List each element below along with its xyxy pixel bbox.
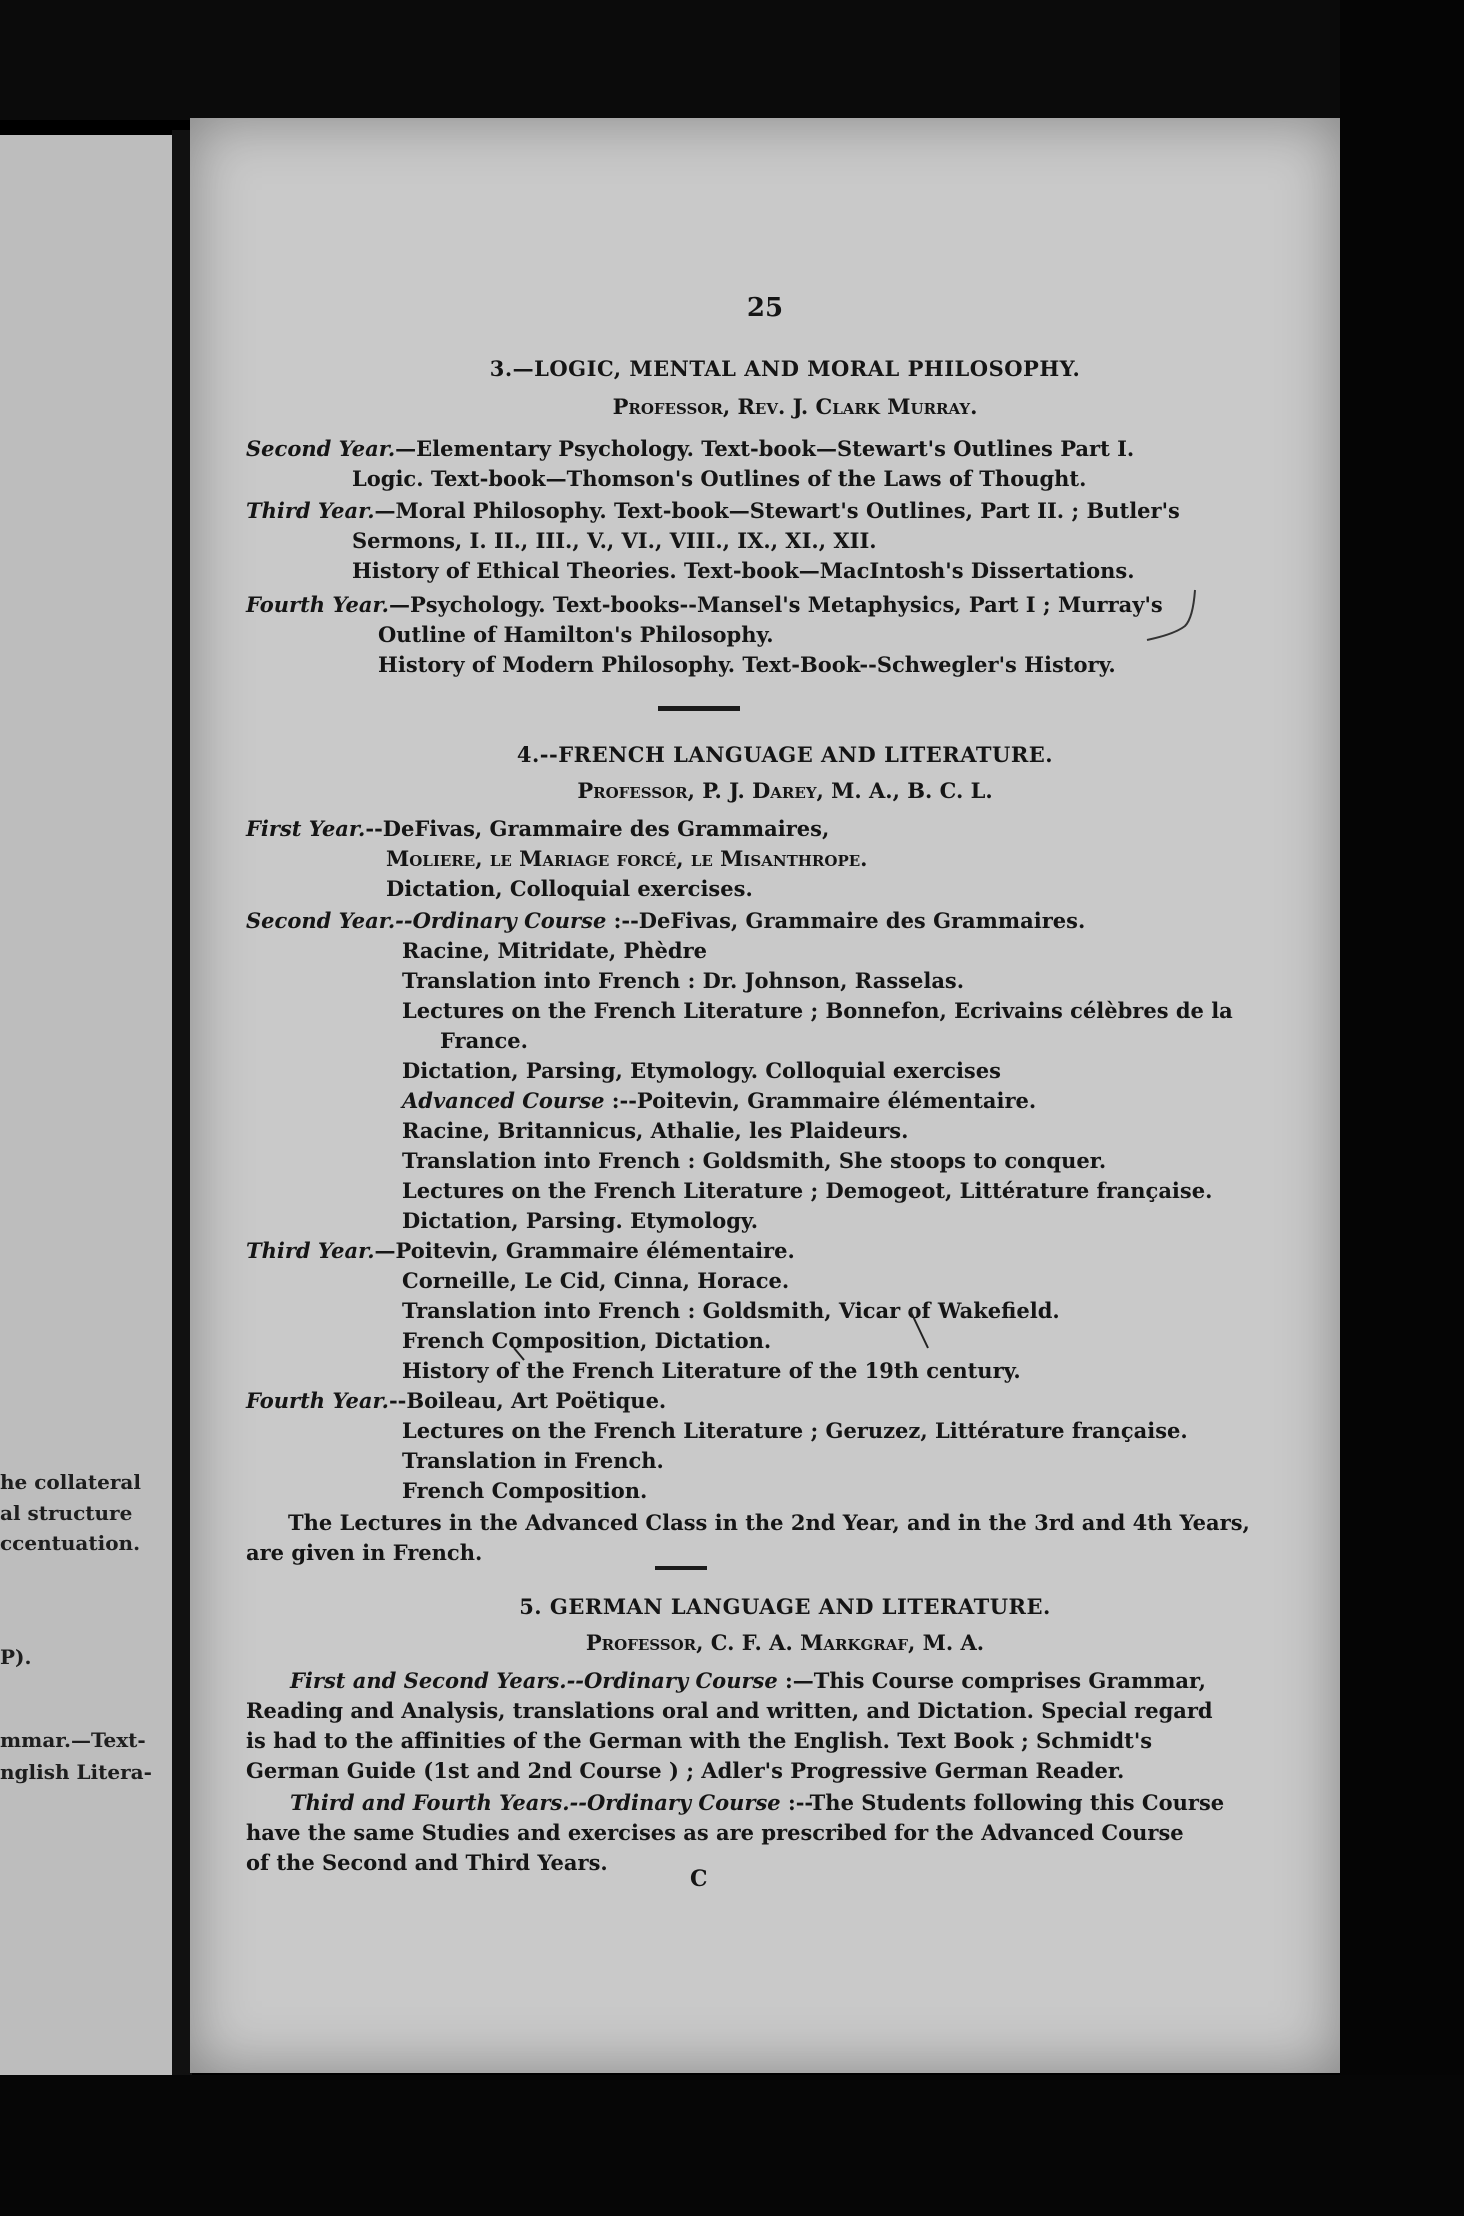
course-text: —Poitevin, Grammaire élémentaire. [374, 1238, 795, 1263]
s5-paragraph-1 [290, 1668, 1206, 1693]
course-text: French Composition, Dictation. [402, 1328, 772, 1353]
facing-text-line: P). [0, 1645, 32, 1669]
course-text: Translation in French. [402, 1448, 664, 1473]
course-text: --DeFivas, Grammaire des Grammaires, [365, 816, 830, 841]
course-text: :—This Course comprises Grammar, [777, 1668, 1206, 1693]
s4-first-year [246, 816, 829, 841]
course-text: Reading and Analysis, translations oral and written, and Dictation. Special regard [246, 1698, 1213, 1723]
facing-text-line: al structure [0, 1501, 133, 1525]
section-4-professor: Professor, P. J. Darey, M. A., B. C. L. [577, 778, 993, 803]
advanced-course [402, 1088, 1036, 1113]
course-text: :--Poitevin, Grammaire élémentaire. [604, 1088, 1037, 1113]
section-divider [658, 706, 740, 711]
year-label: Fourth Year. [246, 592, 389, 617]
course-text: German Guide (1st and 2nd Course ) ; Adler's Progressive German Reader. [246, 1758, 1125, 1783]
course-text: have the same Studies and exercises as are prescribed for the Advanced Course [246, 1820, 1184, 1845]
section-4-title: 4.--FRENCH LANGUAGE AND LITERATURE. [516, 742, 1054, 767]
course-text: History of the French Literature of the 19th century. [402, 1358, 1021, 1383]
course-text: History of Modern Philosophy. Text-Book--Schwegler's History. [378, 652, 1116, 677]
course-text: :--DeFivas, Grammaire des Grammaires. [606, 908, 1086, 933]
course-text: Outline of Hamilton's Philosophy. [378, 622, 774, 647]
course-text: Dictation, Parsing, Etymology. Colloquial exercises [402, 1058, 1001, 1083]
page-number: 25 [746, 293, 784, 323]
facing-text-line: he collateral [0, 1470, 141, 1494]
section-5-professor: Professor, C. F. A. Markgraf, M. A. [585, 1630, 985, 1655]
pencil-mark-icon [1145, 588, 1205, 648]
course-text: Moliere, le Mariage forcé, le Misanthrope. [386, 846, 868, 871]
course-text: --Boileau, Art Poëtique. [388, 1388, 667, 1413]
course-text: —Psychology. Text-books--Mansel's Metaphysics, Part I ; Murray's [388, 592, 1163, 617]
s3-second-year [246, 436, 1134, 461]
s5-paragraph-2 [290, 1790, 1224, 1815]
course-text: of the Second and Third Years. [246, 1850, 608, 1875]
scan-border-bottom [0, 2075, 1464, 2216]
scan-border-top [0, 0, 1464, 120]
note-text: are given in French. [246, 1540, 483, 1565]
course-text: is had to the affinities of the German with the English. Text Book ; Schmidt's [246, 1728, 1153, 1753]
section-divider [655, 1566, 707, 1570]
course-text: Lectures on the French Literature ; Demogeot, Littérature française. [402, 1178, 1213, 1203]
course-text: Translation into French : Dr. Johnson, Rasselas. [402, 968, 965, 993]
section-3-professor: Professor, Rev. J. Clark Murray. [612, 394, 978, 419]
course-label: Advanced Course [402, 1088, 605, 1113]
course-text: Translation into French : Goldsmith, She stoops to conquer. [402, 1148, 1107, 1173]
year-label: First Year. [246, 816, 366, 841]
signature-mark: C [690, 1866, 708, 1892]
course-text: Logic. Text-book—Thomson's Outlines of the Laws of Thought. [352, 466, 1087, 491]
section-3-title: 3.—LOGIC, MENTAL AND MORAL PHILOSOPHY. [489, 356, 1081, 381]
course-text: Dictation, Parsing. Etymology. [402, 1208, 759, 1233]
course-text: France. [440, 1028, 528, 1053]
year-label: Fourth Year. [246, 1388, 389, 1413]
s4-second-year [246, 908, 1085, 933]
year-label: Third Year. [246, 1238, 375, 1263]
course-text: Translation into French : Goldsmith, Vicar of Wakefield. [402, 1298, 1060, 1323]
note-text: The Lectures in the Advanced Class in the 2nd Year, and in the 3rd and 4th Years, [288, 1510, 1250, 1535]
section-5-title: 5. GERMAN LANGUAGE AND LITERATURE. [519, 1594, 1051, 1619]
facing-text-line: nglish Litera- [0, 1760, 152, 1784]
book-gutter [172, 130, 192, 2090]
course-text: Racine, Britannicus, Athalie, les Plaideurs. [402, 1118, 909, 1143]
s4-third-year [246, 1238, 795, 1263]
year-label: Third Year. [246, 498, 375, 523]
course-text: History of Ethical Theories. Text-book—MacIntosh's Dissertations. [352, 558, 1135, 583]
course-text: Racine, Mitridate, Phèdre [402, 938, 708, 963]
year-label: Second Year.--Ordinary Course [246, 908, 607, 933]
course-text: Dictation, Colloquial exercises. [386, 876, 753, 901]
course-label: Third and Fourth Years.--Ordinary Course [290, 1790, 781, 1815]
course-text: Sermons, I. II., III., V., VI., VIII., IX., XI., XII. [352, 528, 877, 553]
facing-text-line: ccentuation. [0, 1531, 141, 1555]
document-page [190, 118, 1340, 2073]
course-text: Lectures on the French Literature ; Geruzez, Littérature française. [402, 1418, 1188, 1443]
course-label: First and Second Years.--Ordinary Course [290, 1668, 778, 1693]
pencil-mark-icon [510, 1308, 930, 1368]
course-text: —Elementary Psychology. Text-book—Stewart's Outlines Part I. [395, 436, 1135, 461]
facing-text-line: mmar.—Text- [0, 1728, 146, 1752]
facing-page-fragment [0, 135, 175, 2085]
s3-third-year [246, 498, 1180, 523]
course-text: Lectures on the French Literature ; Bonnefon, Ecrivains célèbres de la [402, 998, 1233, 1023]
course-text: French Composition. [402, 1478, 648, 1503]
course-text: :--The Students following this Course [780, 1790, 1225, 1815]
course-text: —Moral Philosophy. Text-book—Stewart's Outlines, Part II. ; Butler's [374, 498, 1180, 523]
year-label: Second Year. [246, 436, 396, 461]
s3-fourth-year [246, 592, 1163, 617]
s4-fourth-year [246, 1388, 666, 1413]
course-text: Corneille, Le Cid, Cinna, Horace. [402, 1268, 790, 1293]
scan-border-right [1340, 0, 1464, 2216]
